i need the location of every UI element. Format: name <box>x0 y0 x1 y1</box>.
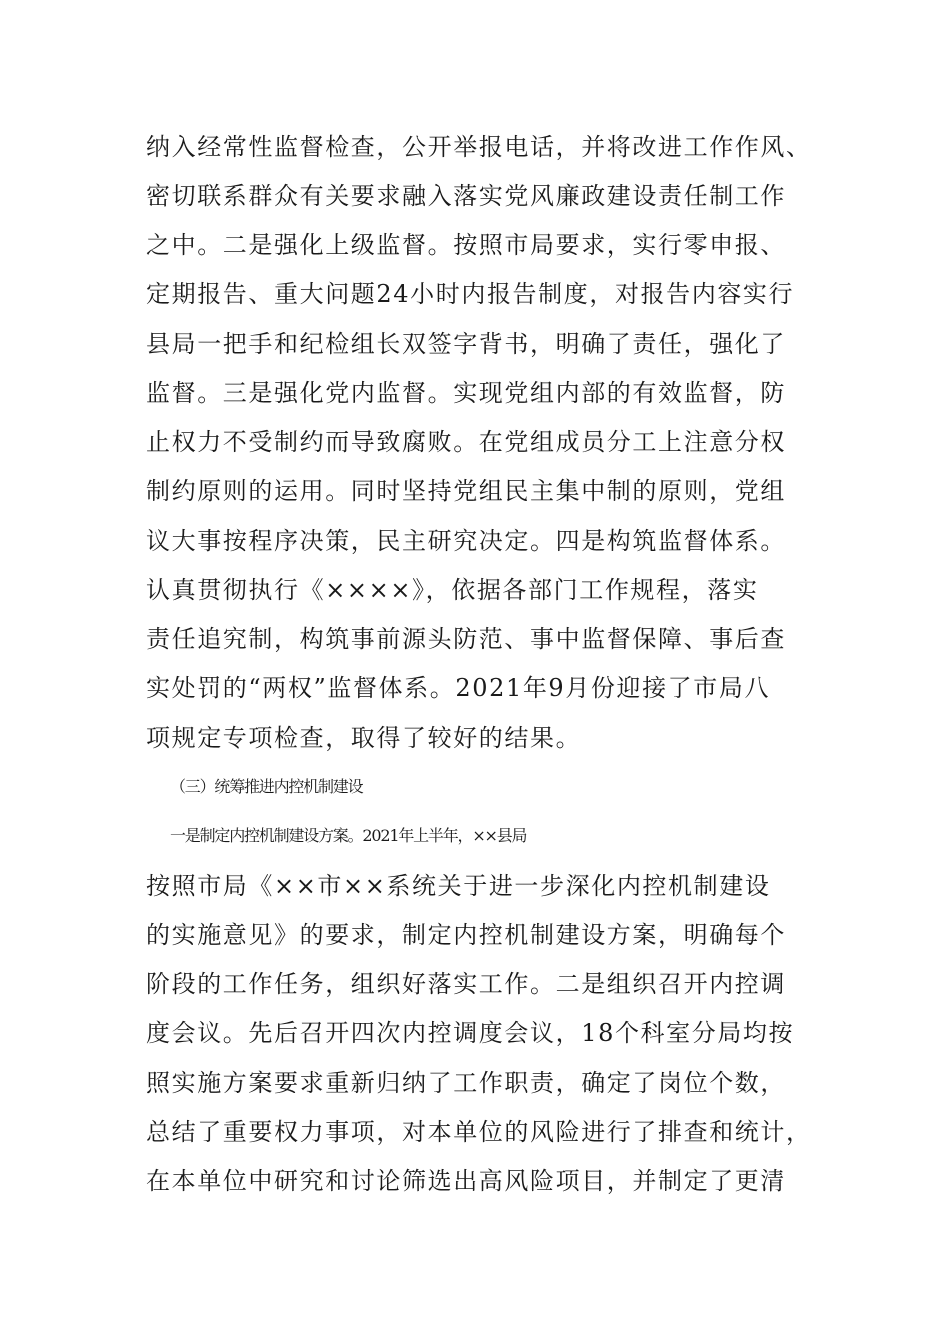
paragraph-line: 止权力不受制约而导致腐败。在党组成员分工上注意分权 <box>146 428 786 456</box>
paragraph-line: 项规定专项检查，取得了较好的结果。 <box>146 724 582 752</box>
paragraph-line: 在本单位中研究和讨论筛选出高风险项目，并制定了更清 <box>146 1167 786 1195</box>
paragraph-line: 认真贯彻执行《××××》，依据各部门工作规程，落实 <box>146 576 759 604</box>
paragraph-line: 一是制定内控机制建设方案。2021年上半年，××县局 <box>170 826 527 845</box>
paragraph-line: 议大事按程序决策，民主研究决定。四是构筑监督体系。 <box>146 527 786 555</box>
paragraph-line: 责任追究制，构筑事前源头防范、事中监督保障、事后查 <box>146 625 786 653</box>
paragraph-line: 纳入经常性监督检查，公开举报电话，并将改进工作作风、 <box>146 133 812 161</box>
paragraph-line: 密切联系群众有关要求融入落实党风廉政建设责任制工作 <box>146 182 786 210</box>
section-heading: （三）统筹推进内控机制建设 <box>170 777 363 796</box>
paragraph-line: 度会议。先后召开四次内控调度会议，18个科室分局均按 <box>146 1019 795 1047</box>
paragraph-line: 总结了重要权力事项，对本单位的风险进行了排查和统计， <box>146 1118 812 1146</box>
paragraph-line: 县局一把手和纪检组长双签字背书，明确了责任，强化了 <box>146 330 786 358</box>
paragraph-line: 的实施意见》的要求，制定内控机制建设方案，明确每个 <box>146 921 786 949</box>
paragraph-line: 之中。二是强化上级监督。按照市局要求，实行零申报、 <box>146 231 786 259</box>
paragraph-line: 照实施方案要求重新归纳了工作职责，确定了岗位个数， <box>146 1069 786 1097</box>
paragraph-line: 监督。三是强化党内监督。实现党组内部的有效监督，防 <box>146 379 786 407</box>
paragraph-line: 实处罚的“两权”监督体系。2021年9月份迎接了市局八 <box>146 674 771 702</box>
paragraph-line: 定期报告、重大问题24小时内报告制度，对报告内容实行 <box>146 280 795 308</box>
paragraph-line: 按照市局《××市××系统关于进一步深化内控机制建设 <box>146 872 771 900</box>
paragraph-line: 阶段的工作任务，组织好落实工作。二是组织召开内控调 <box>146 970 786 998</box>
paragraph-line: 制约原则的运用。同时坚持党组民主集中制的原则，党组 <box>146 477 786 505</box>
